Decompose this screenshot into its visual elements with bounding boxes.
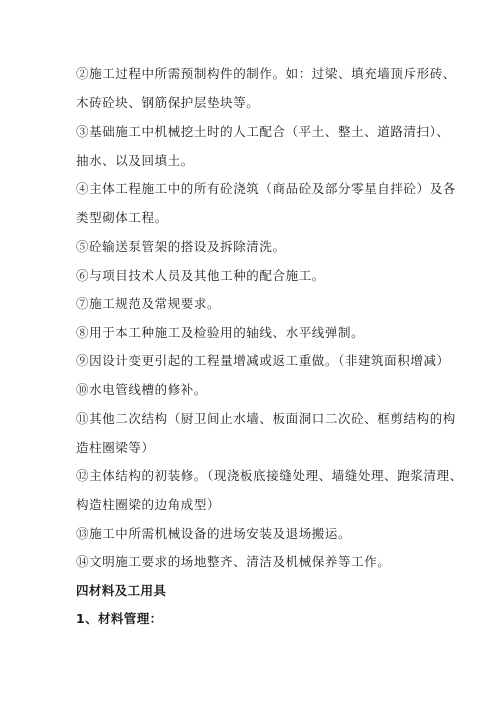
item-10: ⑩水电管线槽的修补。 — [76, 382, 208, 397]
subsection-heading-material-management: 1、材料管理： — [76, 611, 163, 626]
item-2-line-1: ②施工过程中所需预制构件的制作。如：过梁、填充墙顶斥形砖、 — [76, 66, 456, 81]
item-12-line-2: 构造柱圈梁的边角成型） — [76, 497, 221, 512]
item-4-line-1: ④主体工程施工中的所有砼浇筑（商品砼及部分零星自拌砼）及各 — [76, 181, 456, 196]
item-3-line-1: ③基础施工中机械挖土时的人工配合（平土、整土、道路清扫）、 — [76, 124, 450, 139]
item-9: ⑨因设计变更引起的工程量增减或返工重做。（非建筑面积增减） — [76, 353, 450, 368]
item-12-line-1: ⑫主体结构的初装修。（现浇板底接缝处理、墙缝处理、跑浆清理、 — [76, 468, 463, 483]
section-heading-materials-tools: 四材料及工用具 — [76, 583, 167, 598]
item-13: ⑬施工中所需机械设备的进场安装及退场搬运。 — [76, 526, 352, 541]
item-6: ⑥与项目技术人员及其他工种的配合施工。 — [76, 268, 325, 283]
item-4-line-2: 类型砌体工程。 — [76, 210, 168, 225]
item-2-line-2: 木砖砼块、钢筋保护层垫块等。 — [76, 95, 260, 110]
item-8: ⑧用于本工种施工及检验用的轴线、水平线弹制。 — [76, 325, 365, 340]
item-14: ⑭文明施工要求的场地整齐、清洁及机械保养等工作。 — [76, 554, 391, 569]
item-7: ⑦施工规范及常规要求。 — [76, 296, 221, 311]
item-11-line-2: 造柱圈梁等） — [76, 440, 155, 455]
item-3-line-2: 抽水、以及回填土。 — [76, 153, 194, 168]
item-11-line-1: ⑪其他二次结构（厨卫间止水墙、板面洞口二次砼、框剪结构的构 — [76, 411, 456, 426]
item-5: ⑤砼输送泵管架的搭设及拆除清洗。 — [76, 239, 286, 254]
